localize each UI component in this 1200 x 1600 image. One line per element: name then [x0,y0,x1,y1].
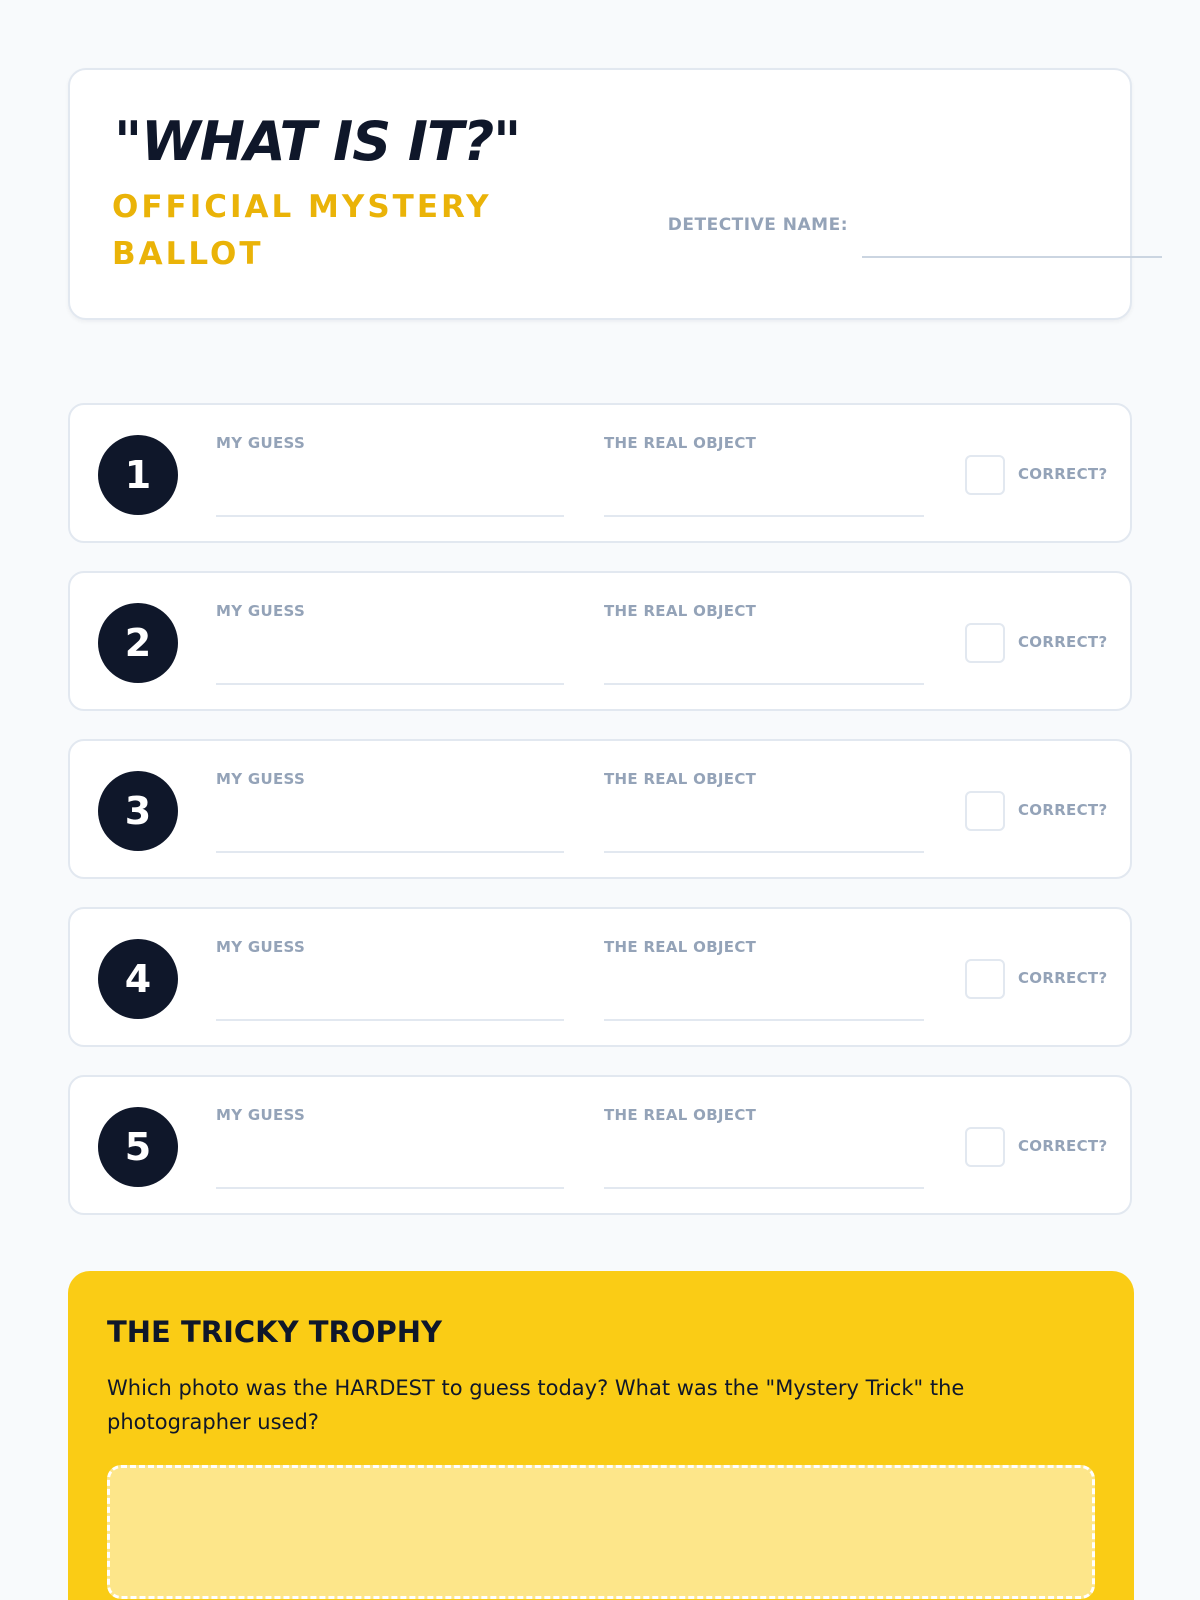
real-object-field[interactable] [604,851,924,853]
row-number-badge: 4 [98,939,178,1019]
row-number-badge: 1 [98,435,178,515]
my-guess-field[interactable] [216,851,564,853]
my-guess-field[interactable] [216,683,564,685]
guess-row [68,403,1132,543]
guess-row [68,907,1132,1047]
my-guess-label: MY GUESS [216,1106,306,1124]
row-number-badge: 2 [98,603,178,683]
correct-label: CORRECT? [1018,465,1108,483]
correct-label: CORRECT? [1018,633,1108,651]
trophy-answer-area[interactable] [107,1465,1095,1599]
correct-checkbox[interactable] [965,959,1005,999]
detective-name-field[interactable] [862,256,1162,258]
correct-checkbox[interactable] [965,1127,1005,1167]
my-guess-label: MY GUESS [216,938,306,956]
guess-row [68,739,1132,879]
correct-label: CORRECT? [1018,1137,1108,1155]
real-object-label: THE REAL OBJECT [604,770,757,788]
my-guess-field[interactable] [216,515,564,517]
my-guess-label: MY GUESS [216,434,306,452]
real-object-field[interactable] [604,683,924,685]
page-subtitle: OFFICIAL MYSTERY BALLOT [112,189,492,272]
trophy-title: THE TRICKY TROPHY [107,1315,443,1349]
header-card [68,68,1132,320]
detective-name-label: DETECTIVE NAME: [667,215,848,235]
my-guess-label: MY GUESS [216,602,306,620]
my-guess-field[interactable] [216,1187,564,1189]
guess-row [68,1075,1132,1215]
real-object-label: THE REAL OBJECT [604,602,757,620]
my-guess-field[interactable] [216,1019,564,1021]
my-guess-label: MY GUESS [216,770,306,788]
correct-checkbox[interactable] [965,623,1005,663]
correct-label: CORRECT? [1018,969,1108,987]
correct-label: CORRECT? [1018,801,1108,819]
row-number-badge: 5 [98,1107,178,1187]
tricky-trophy-card [68,1271,1134,1600]
real-object-label: THE REAL OBJECT [604,938,757,956]
real-object-field[interactable] [604,515,924,517]
correct-checkbox[interactable] [965,455,1005,495]
real-object-label: THE REAL OBJECT [604,434,757,452]
page-title: "WHAT IS IT?" [114,110,521,173]
guess-row [68,571,1132,711]
row-number-badge: 3 [98,771,178,851]
correct-checkbox[interactable] [965,791,1005,831]
real-object-field[interactable] [604,1019,924,1021]
real-object-field[interactable] [604,1187,924,1189]
trophy-question: Which photo was the HARDEST to guess today? What was the "Mystery Trick" the photographer used? [107,1376,965,1434]
real-object-label: THE REAL OBJECT [604,1106,757,1124]
guess-rows [68,403,1132,1243]
